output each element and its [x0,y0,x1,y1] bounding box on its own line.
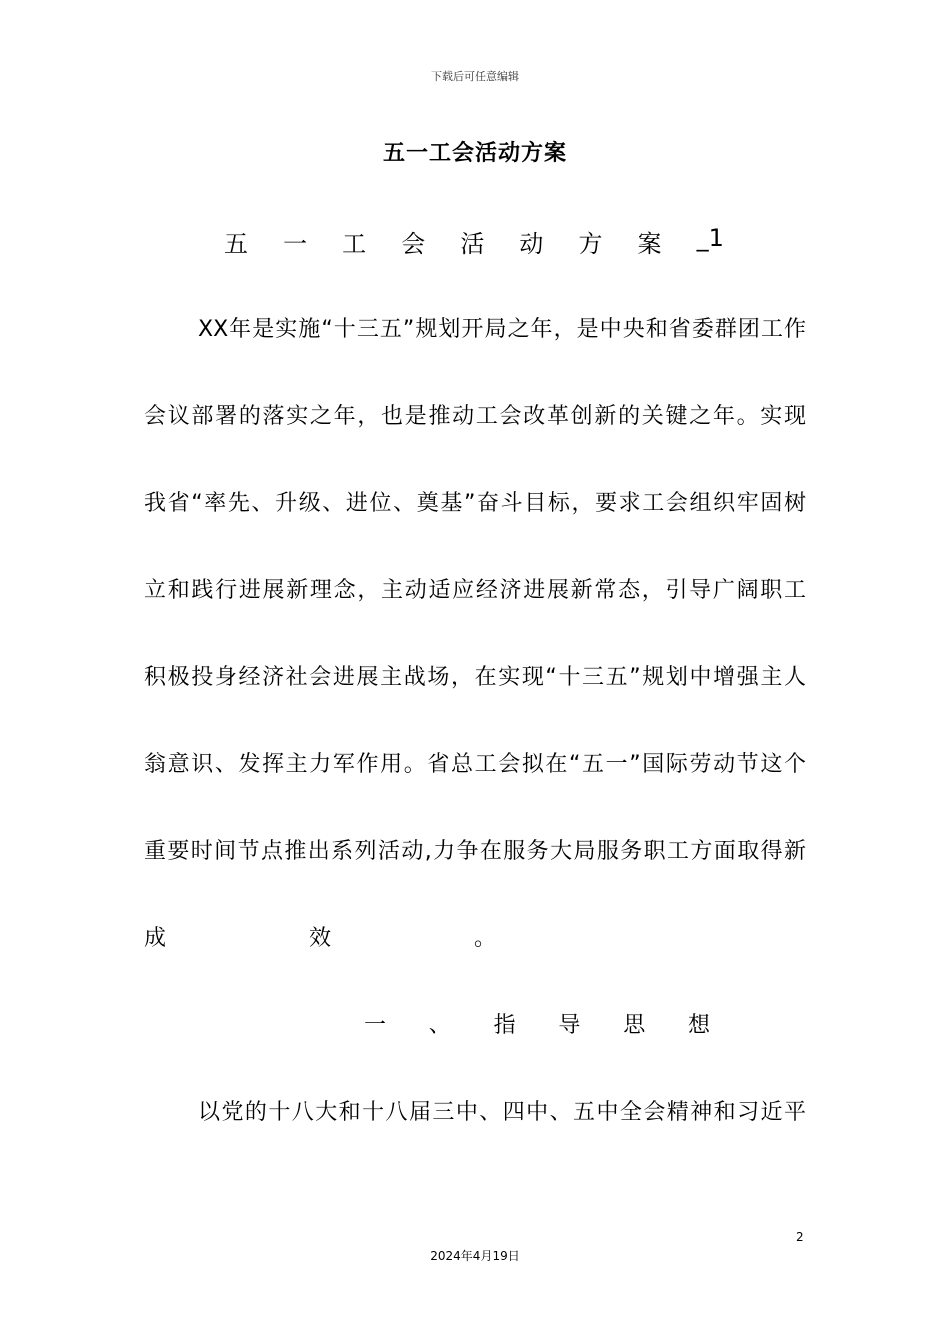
subtitle-char: 五 [224,230,248,258]
paragraph1-last-char: 效 [308,926,331,951]
subtitle-char: 会 [401,230,426,258]
paragraph1-last-char: 。 [473,926,496,951]
paragraph1-last-char: 成 [144,926,167,951]
subtitle-char: 案 [637,230,662,258]
paragraph1-line: 会议部署的落实之年，也是推动工会改革创新的关键之年。实现 [144,404,806,429]
paragraph1-line: 立和践行进展新理念，主动适应经济进展新常态，引导广阔职工 [144,578,806,603]
subtitle-char: 方 [578,230,603,258]
subtitle-char: 动 [519,230,544,258]
subtitle-char: 一 [283,230,308,258]
section1-heading-char: 想 [687,1013,710,1038]
page-header: 下载后可任意编辑 [431,70,519,83]
section1-heading-char: 指 [493,1013,516,1038]
section1-heading-char: 、 [428,1013,451,1038]
section1-heading-char: 一 [364,1013,387,1038]
footer-date: 2024年4月19日 [430,1249,520,1263]
subtitle-char: _1 [696,224,724,252]
document-title: 五一工会活动方案 [382,141,567,166]
section1-heading [364,1008,710,1039]
paragraph1-line: 翁意识、发挥主力军作用。省总工会拟在“五一”国际劳动节这个 [144,752,806,777]
section1-heading-char: 思 [623,1013,646,1038]
paragraph1-line: 积极投身经济社会进展主战场，在实现“十三五”规划中增强主人 [144,665,806,690]
subtitle-char: 活 [460,230,485,258]
section1-heading-char: 导 [558,1013,581,1038]
document-subtitle [224,224,724,259]
paragraph2-line: 以党的十八大和十八届三中、四中、五中全会精神和习近平 [198,1100,806,1125]
subtitle-char: 工 [342,230,367,258]
page-number: 2 [796,1230,804,1244]
paragraph1-line: 重要时间节点推出系列活动,力争在服务大局服务职工方面取得新 [144,839,806,864]
paragraph1-line: 我省“率先、升级、进位、奠基”奋斗目标，要求工会组织牢固树 [144,491,806,516]
paragraph1-last-line [144,921,496,952]
paragraph1-line: XX年是实施“十三五”规划开局之年，是中央和省委群团工作 [198,317,806,342]
